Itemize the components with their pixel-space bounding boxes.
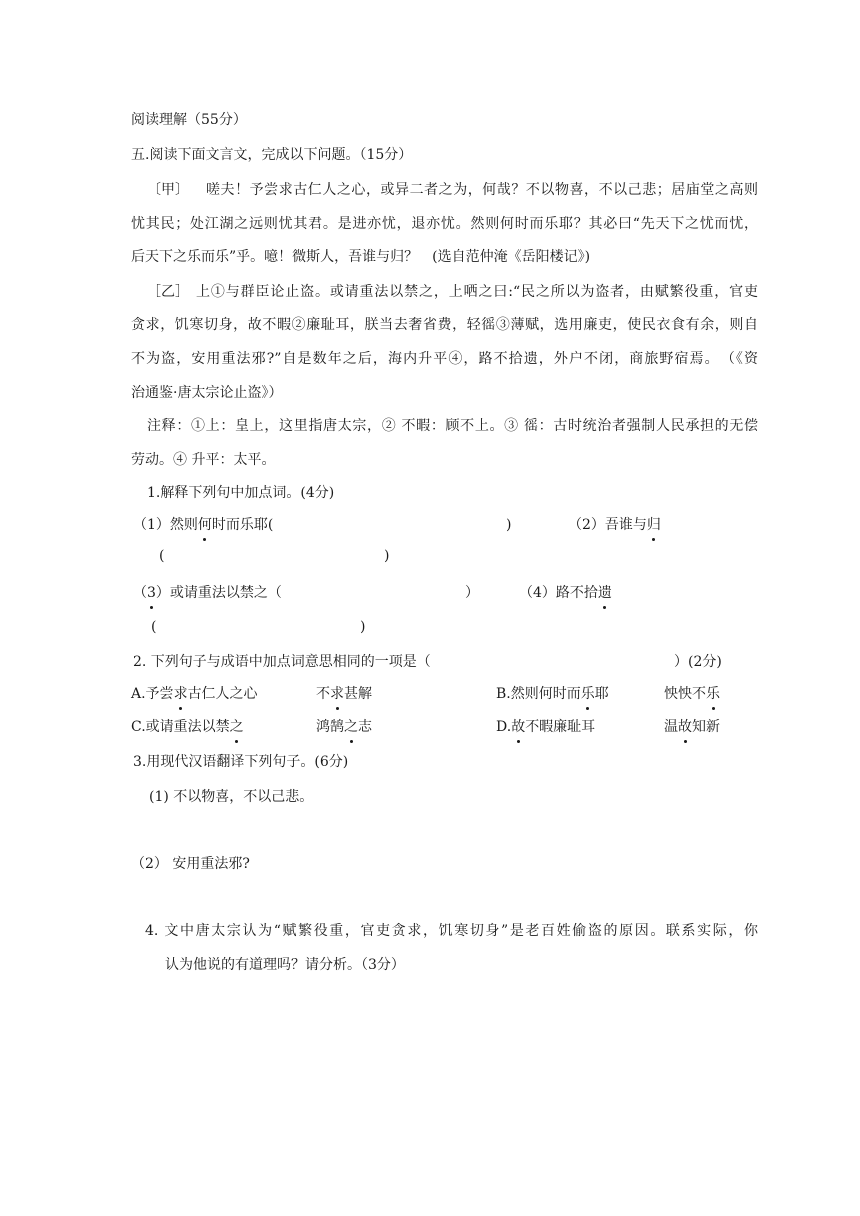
passage-b-line-1: 上①与群臣论止盗。或请重法以禁之，上哂之曰:“民之所以为盗者，由赋繁役重，官吏 <box>196 284 758 300</box>
question-2-title: 2. 下列句子与成语中加点词意思相同的一项是（ <box>133 654 431 670</box>
passage-b-label: ［乙］ <box>147 284 189 300</box>
question-1-title: 1.解释下列句中加点词。(4分) <box>147 485 335 501</box>
q2-option-a-idiom-dotted: 求 <box>330 686 344 702</box>
q2-option-a-idiom-pre: 不 <box>316 686 330 702</box>
question-5-title: 五.阅读下面文言文，完成以下问题。（15分） <box>131 147 413 163</box>
passage-b-line-3: 不为盗，安用重法邪?”自是数年之后，海内升平④，路不拾遗，外户不闭，商旅野宿焉。 （《资 <box>131 351 758 367</box>
passage-b-line-4: 治通鉴·唐太宗论止盗》） <box>131 385 283 401</box>
q1-item-3 <box>133 583 282 603</box>
notes-line-1: 注释：①上：皇上，这里指唐太宗，② 不暇：顾不上。③ 徭：古时统治者强制人民承担的无偿 <box>147 418 758 434</box>
passage-a-line-2: 忧其民；处江湖之远则忧其君。是进亦忧，退亦忧。然则何时而乐耶？其必曰“先天下之忧而忧， <box>131 216 758 232</box>
passage-a-line-3: 后天下之乐而乐”乎。噫！微斯人，吾谁与归？ (选自范仲淹《岳阳楼记》) <box>131 249 591 265</box>
q2-option-b-idiom-pre: 怏怏不 <box>664 686 706 702</box>
q1-item-2-close: ) <box>384 548 390 564</box>
q1-item-1-pre: 然则 <box>169 517 198 533</box>
q1-item-3-close: ） <box>465 585 479 601</box>
q2-option-b-post: 耶 <box>594 686 609 702</box>
q2-option-a-idiom-post: 甚解 <box>344 686 372 702</box>
passage-b-line-2: 贪求，饥寒切身，故不暇②廉耻耳，朕当去奢省费，轻徭③薄赋，选用廉吏，使民衣食有余，则自 <box>131 317 758 333</box>
q1-item-2-open: ( <box>159 548 165 564</box>
question-2-score: ）(2分) <box>674 654 722 670</box>
q2-option-a-pre: A.予尝 <box>131 686 174 702</box>
section-title: 阅读理解（55分） <box>131 112 247 128</box>
q2-option-d-dotted: 故 <box>511 719 526 735</box>
question-4-line-2: 认为他说的有道理吗？请分析。（3分） <box>165 957 405 973</box>
q2-option-c-pre: C.或请重法以禁 <box>131 719 230 735</box>
q2-option-c-idiom-dotted: 之 <box>344 719 358 735</box>
q1-item-4-open: ( <box>151 619 157 635</box>
q1-item-2-number: （2） <box>568 517 605 533</box>
q1-item-1-close: ) <box>506 517 512 533</box>
q2-option-b-idiom <box>664 684 720 704</box>
q2-option-d <box>496 717 595 737</box>
q2-option-a-dotted: 求 <box>173 686 188 702</box>
q1-item-1-dotted-word: 何 <box>197 517 212 533</box>
q1-item-1-number: （1） <box>133 517 170 533</box>
q3-sentence-1: (1) 不以物喜，不以己悲。 <box>149 789 314 805</box>
notes-line-2: 劳动。④ 升平：太平。 <box>131 452 276 468</box>
q1-item-4-number: （4） <box>519 585 556 601</box>
q2-option-a-idiom <box>316 684 372 704</box>
passage-a-line-1: 嗟夫！予尝求古仁人之心，或异二者之为，何哉？不以物喜，不以己悲；居庙堂之高则 <box>206 182 758 198</box>
question-4-line-1: 4. 文中唐太宗认为“赋繁役重，官吏贪求，饥寒切身”是老百姓偷盗的原因。联系实际，你 <box>145 923 758 939</box>
q2-option-b-dotted: 乐 <box>580 686 595 702</box>
q1-item-3-number: （3） <box>133 585 170 601</box>
passage-a-label: 〔甲〕 <box>147 182 189 198</box>
q1-item-2-pre: 吾谁与 <box>604 517 647 533</box>
q2-option-d-pre: D. <box>496 719 512 735</box>
q1-item-2-dotted-word: 归 <box>646 517 661 533</box>
q1-item-4 <box>519 583 612 603</box>
q1-item-4-dotted-word: 遗 <box>597 585 612 601</box>
q2-option-d-idiom <box>664 717 720 737</box>
q2-option-d-idiom-post: 知新 <box>692 719 720 735</box>
q2-option-b-idiom-dotted: 乐 <box>706 686 720 702</box>
q2-option-d-idiom-pre: 温 <box>664 719 678 735</box>
q2-option-c <box>131 717 244 737</box>
q2-option-b-pre: B.然则何时而 <box>496 686 581 702</box>
q2-option-b <box>496 684 609 704</box>
q2-option-d-idiom-dotted: 故 <box>678 719 692 735</box>
question-3-title: 3.用现代汉语翻译下列句子。(6分) <box>133 754 349 770</box>
q2-option-a <box>131 684 258 704</box>
q1-item-4-close: ) <box>360 619 366 635</box>
q3-sentence-2: （2） 安用重法邪? <box>131 856 250 872</box>
q1-item-3-text: 或请重法以禁之（ <box>169 585 282 601</box>
q2-option-c-idiom-pre: 鸿鹄 <box>316 719 344 735</box>
q2-option-d-post: 不暇廉耻耳 <box>525 719 596 735</box>
q1-item-4-pre: 路不拾 <box>555 585 598 601</box>
q2-option-c-idiom <box>316 717 372 737</box>
q2-option-c-idiom-post: 志 <box>358 719 372 735</box>
q1-item-2 <box>568 515 661 535</box>
q1-item-1-post: 时而乐耶( <box>211 517 274 533</box>
q1-item-1 <box>133 515 273 535</box>
q2-option-a-post: 古仁人之心 <box>187 686 258 702</box>
q2-option-c-dotted: 之 <box>229 719 244 735</box>
